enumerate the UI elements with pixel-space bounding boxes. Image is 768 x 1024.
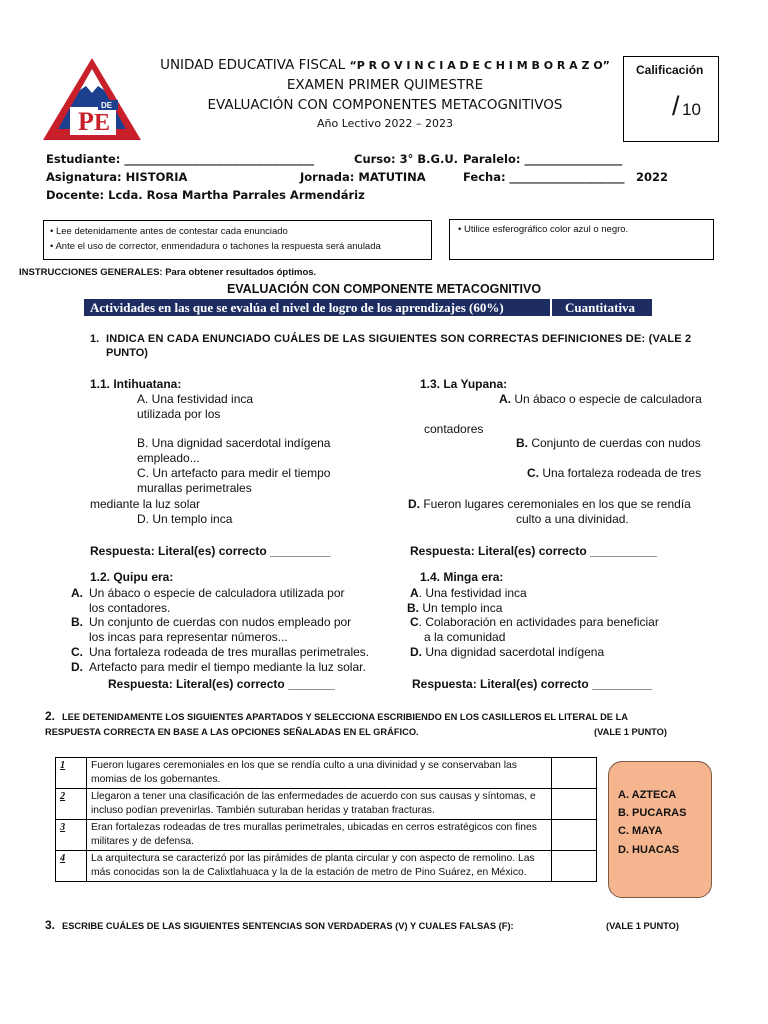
q1-3-option-c: C. Una fortaleza rodeada de tres [527,466,702,480]
general-instructions: INSTRUCCIONES GENERALES: Para obtener resultados óptimos. [19,267,317,278]
shift-field: Jornada: MATUTINA [300,170,426,184]
q1-4-title: 1.4. Minga era: [420,570,504,584]
grade-slash: / [672,91,680,121]
q1-2-title: 1.2. Quipu era: [90,570,174,584]
q1-1-option-c-2: murallas perimetrales [137,481,252,495]
q2-option: D. HUACAS [618,844,680,856]
q2-answer-cell[interactable] [552,851,597,882]
q2-row-text: Eran fortalezas rodeadas de tres murallas perimetrales, ubicadas en cerros estratégicos con fines militares y de defensa. [87,820,552,851]
q2-option: C. MAYA [618,825,663,837]
school-logo [40,55,145,143]
q1-1-answer[interactable]: Respuesta: Literal(es) correcto _________ [90,544,331,558]
q1-1-option-a-2: utilizada por los [137,407,221,421]
table-row [56,820,597,851]
q1-4-option-c-2: a la comunidad [424,630,506,644]
q3-number: 3. [45,918,56,932]
q2-answer-cell[interactable] [552,820,597,851]
q1-2-option-b-2: los incas para representar números... [89,630,288,644]
q1-2-letter-c: C. [71,645,83,659]
q1-2-option-d: Artefacto para medir el tiempo mediante la luz solar. [89,660,366,674]
teacher-field: Docente: Lcda. Rosa Martha Parrales Armendáriz [46,188,365,202]
evaluation-title: EVALUACIÓN CON COMPONENTES METACOGNITIVOS [207,97,563,113]
q2-text-2: RESPUESTA CORRECTA EN BASE A LAS OPCIONES SEÑALADAS EN EL GRÁFICO. [45,727,419,737]
q1-4-option-c: C. Colaboración en actividades para beneficiar [410,615,659,629]
q2-text: LEE DETENIDAMENTE LOS SIGUIENTES APARTADOS Y SELECCIONA ESCRIBIENDO EN LOS CASILLEROS EL LITERAL DE LA [62,712,628,722]
q1-2-letter-b: B. [71,615,83,629]
q2-row-number: 4 [56,851,87,882]
q3-points: (VALE 1 PUNTO) [606,921,680,931]
q1-1-option-d: D. Un templo inca [137,512,233,526]
grade-label: Calificación [636,63,704,77]
q1-4-option-a: A. Una festividad inca [410,586,527,600]
q1-2-letter-a: A. [71,586,83,600]
q1-text: INDICA EN CADA ENUNCIADO CUÁLES DE LAS SIGUIENTES SON CORRECTAS DEFINICIONES DE: (VALE 2 [106,333,692,345]
q1-3-option-a-2: contadores [424,422,484,436]
q3-text: ESCRIBE CUÁLES DE LAS SIGUIENTES SENTENCIAS SON VERDADERAS (V) Y CUALES FALSAS (F): [62,921,514,931]
q1-1-option-c-3: mediante la luz solar [90,497,201,511]
q1-3-option-b: B. Conjunto de cuerdas con nudos [516,436,701,450]
date-field[interactable]: Fecha: ____________________ [463,170,625,184]
instruction-item: • Utilice esferográfico color azul o negro. [458,224,629,235]
section-bar-left: Actividades en las que se evalúa el nivel de logro de los aprendizajes (60%) [90,300,504,315]
course-field: Curso: 3° B.G.U. [354,152,459,166]
q1-2-letter-d: D. [71,660,83,674]
q1-3-answer[interactable]: Respuesta: Literal(es) correcto __________ [410,544,657,558]
instruction-item: • Lee detenidamente antes de contestar cada enunciado [50,226,288,237]
q2-number: 2. [45,709,56,723]
q2-row-text: Llegaron a tener una clasificación de las enfermedades de acuerdo con sus causas y síntomas, e incluso podían prevenirlas. También suturaban heridas y trataban fracturas. [87,789,552,820]
q2-row-text: Fueron lugares ceremoniales en los que se rendía culto a una divinidad y se conservaban las momias de los gobernantes. [87,758,552,789]
q1-4-answer[interactable]: Respuesta: Literal(es) correcto _________ [412,677,653,691]
date-year: 2022 [636,170,669,184]
q2-row-number: 3 [56,820,87,851]
grade-total: 10 [682,100,701,119]
school-title [150,57,620,73]
q1-2-option-c: Una fortaleza rodeada de tres murallas perimetrales. [89,645,370,659]
table-row [56,758,597,789]
q2-table [55,757,597,882]
q1-2-answer[interactable]: Respuesta: Literal(es) correcto _______ [108,677,335,691]
q2-answer-cell[interactable] [552,789,597,820]
q1-4-option-b: B. Un templo inca [407,601,503,615]
q1-1-option-a: A. Una festividad inca [137,392,254,406]
section-title: EVALUACIÓN CON COMPONENTE METACOGNITIVO [226,282,542,296]
q2-option: B. PUCARAS [618,807,687,819]
q2-row-number: 1 [56,758,87,789]
q1-number: 1. [90,333,100,345]
q1-3-option-a: A. Un ábaco o especie de calculadora [499,392,702,406]
q2-option: A. AZTECA [618,789,677,801]
q2-points: (VALE 1 PUNTO) [594,727,668,737]
q1-3-option-d: D. Fueron lugares ceremoniales en los que se rendía [408,497,691,511]
q2-answer-cell[interactable] [552,758,597,789]
student-field[interactable]: Estudiante: _________________________________ [46,152,315,166]
q1-1-option-c: C. Un artefacto para medir el tiempo [137,466,331,480]
q1-2-option-b: Un conjunto de cuerdas con nudos empleado por [89,615,352,629]
q1-3-option-d-2: culto a una divinidad. [516,512,629,526]
school-name: “P R O V I N C I A D E C H I M B O R A Z O” [349,59,610,72]
section-bar-right: Cuantitativa [565,300,636,315]
svg-text:P: P [78,107,94,136]
table-row [56,789,597,820]
q1-2-option-a-2: los contadores. [89,601,171,615]
exam-title: EXAMEN PRIMER QUIMESTRE [286,77,484,93]
paralelo-field[interactable]: Paralelo: _________________ [463,152,623,166]
q1-text-2: PUNTO) [106,347,148,359]
subject-field: Asignatura: HISTORIA [46,170,188,184]
instruction-item: • Ante el uso de corrector, enmendadura o tachones la respuesta será anulada [50,241,381,252]
q2-row-text: La arquitectura se caracterizó por las pirámides de planta circular y con aspecto de remolino. Las más conocidas son la de Calixtlahuaca y la de la estación de metro de Pino Suárez, en México. [87,851,552,882]
q1-3-title: 1.3. La Yupana: [420,377,508,391]
section-bar [84,299,652,316]
q2-row-number: 2 [56,789,87,820]
q1-2-option-a: Un ábaco o especie de calculadora utilizada por [89,586,345,600]
q1-1-option-b: B. Una dignidad sacerdotal indígena [137,436,331,450]
school-year: Año Lectivo 2022 – 2023 [316,117,454,130]
logo-de-text: DE [101,101,113,110]
svg-text:E: E [94,110,111,136]
q1-1-option-b-2: empleado... [137,451,200,465]
table-row [56,851,597,882]
q1-4-option-d: D. Una dignidad sacerdotal indígena [410,645,605,659]
q1-1-title: 1.1. Intihuatana: [90,377,182,391]
school-label: UNIDAD EDUCATIVA FISCAL [160,57,350,73]
